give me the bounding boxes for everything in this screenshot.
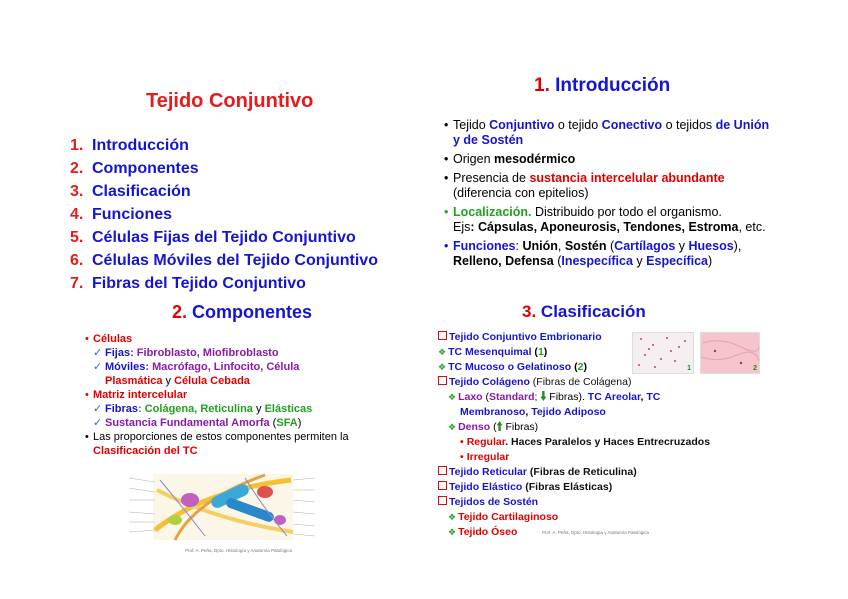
micrograph-mesenquimal: 1	[632, 332, 694, 374]
list-item: • Irregular	[460, 451, 510, 463]
list-item: • Presencia de sustancia intercelular abundante (diferencia con epitelios)	[444, 171, 725, 200]
image-credit: Prof. A. Peña, Dpto. Histología y Anatomía Patológica	[185, 548, 293, 553]
list-item: Tejido Elástico (Fibras Elásticas)	[438, 480, 768, 495]
list-item: • Origen mesodérmico	[444, 152, 576, 166]
slide-title: Tejido Conjuntivo	[146, 90, 314, 112]
list-item: ✓ Móviles: Macrófago, Linfocito, Célula Plasmática y Célula Cebada	[93, 361, 300, 387]
micrograph-mucoso: 2	[700, 332, 760, 374]
list-item: ❖ Tejido Cartilaginoso	[448, 511, 559, 523]
clasificacion-body	[438, 330, 768, 540]
bullet-list	[444, 118, 774, 273]
list-item: • Tejido Conjuntivo o tejido Conectivo o tejidos de Unión y de Sostén	[444, 118, 770, 147]
slide-componentes	[85, 300, 420, 560]
list-item: Membranoso, Tejido Adiposo	[460, 406, 606, 418]
list-item: ❖ TC Mesenquimal (1)	[438, 346, 548, 358]
list-item: • Matriz intercelular	[85, 389, 188, 401]
list-item: 7. Fibras del Tejido Conjuntivo	[70, 275, 306, 292]
list-item: Tejido Conjuntivo Embrionario	[438, 330, 768, 345]
connective-tissue-illustration	[115, 470, 325, 542]
list-item: 1. Introducción	[70, 137, 189, 154]
slide-title: 1. Introducción	[534, 75, 671, 96]
index-list	[70, 134, 378, 295]
list-item: ✓ Sustancia Fundamental Amorfa (SFA)	[93, 417, 302, 429]
slide-title-index	[60, 80, 420, 295]
list-item: ✓ Fijas: Fibroblasto, Miofibroblasto	[93, 347, 279, 359]
list-item: 5. Células Fijas del Tejido Conjuntivo	[70, 229, 356, 246]
componentes-body	[85, 332, 405, 458]
list-item: ❖ TC Mucoso o Gelatinoso (2)	[438, 361, 587, 373]
list-item: ✓ Fibras: Colágena, Reticulina y Elásticas	[93, 403, 313, 415]
list-item: 6. Células Móviles del Tejido Conjuntivo	[70, 252, 378, 269]
list-item: Tejido Colágeno (Fibras de Colágena)	[438, 375, 768, 390]
image-credit: Prof. A. Peña, Dpto. Histología y Anatomía Patológica	[542, 530, 650, 535]
list-item: ❖ Laxo (Standard; Fibras). TC Areolar, TC	[448, 391, 661, 403]
list-item: Tejido Reticular (Fibras de Reticulina)	[438, 465, 768, 480]
list-item: ❖ Tejido Óseo	[448, 526, 518, 538]
slide-clasificacion	[432, 298, 772, 538]
slide-introduccion	[438, 70, 778, 290]
list-item: • Funciones: Unión, Sostén (Cartílagos y Huesos), Relleno, Defensa (Inespecífica y Específica)	[444, 239, 742, 268]
slide-title: 2. Componentes	[172, 302, 313, 322]
list-item: • Células	[85, 333, 133, 345]
list-item: • Localización. Distribuido por todo el organismo. Ejs: Cápsulas, Aponeurosis, Tendones, Estroma, etc.	[444, 205, 766, 234]
list-item: • Regular. Haces Paralelos y Haces Entrecruzados	[460, 436, 711, 448]
list-item: • Las proporciones de estos componentes permiten la Clasificación del TC	[85, 431, 349, 457]
list-item: ❖ Denso ( Fibras)	[448, 421, 539, 433]
slide-title: 3. Clasificación	[522, 302, 646, 321]
list-item: 3. Clasificación	[70, 183, 191, 200]
list-item: 2. Componentes	[70, 160, 199, 177]
list-item: 4. Funciones	[70, 206, 173, 223]
list-item: Tejidos de Sostén	[438, 495, 768, 510]
